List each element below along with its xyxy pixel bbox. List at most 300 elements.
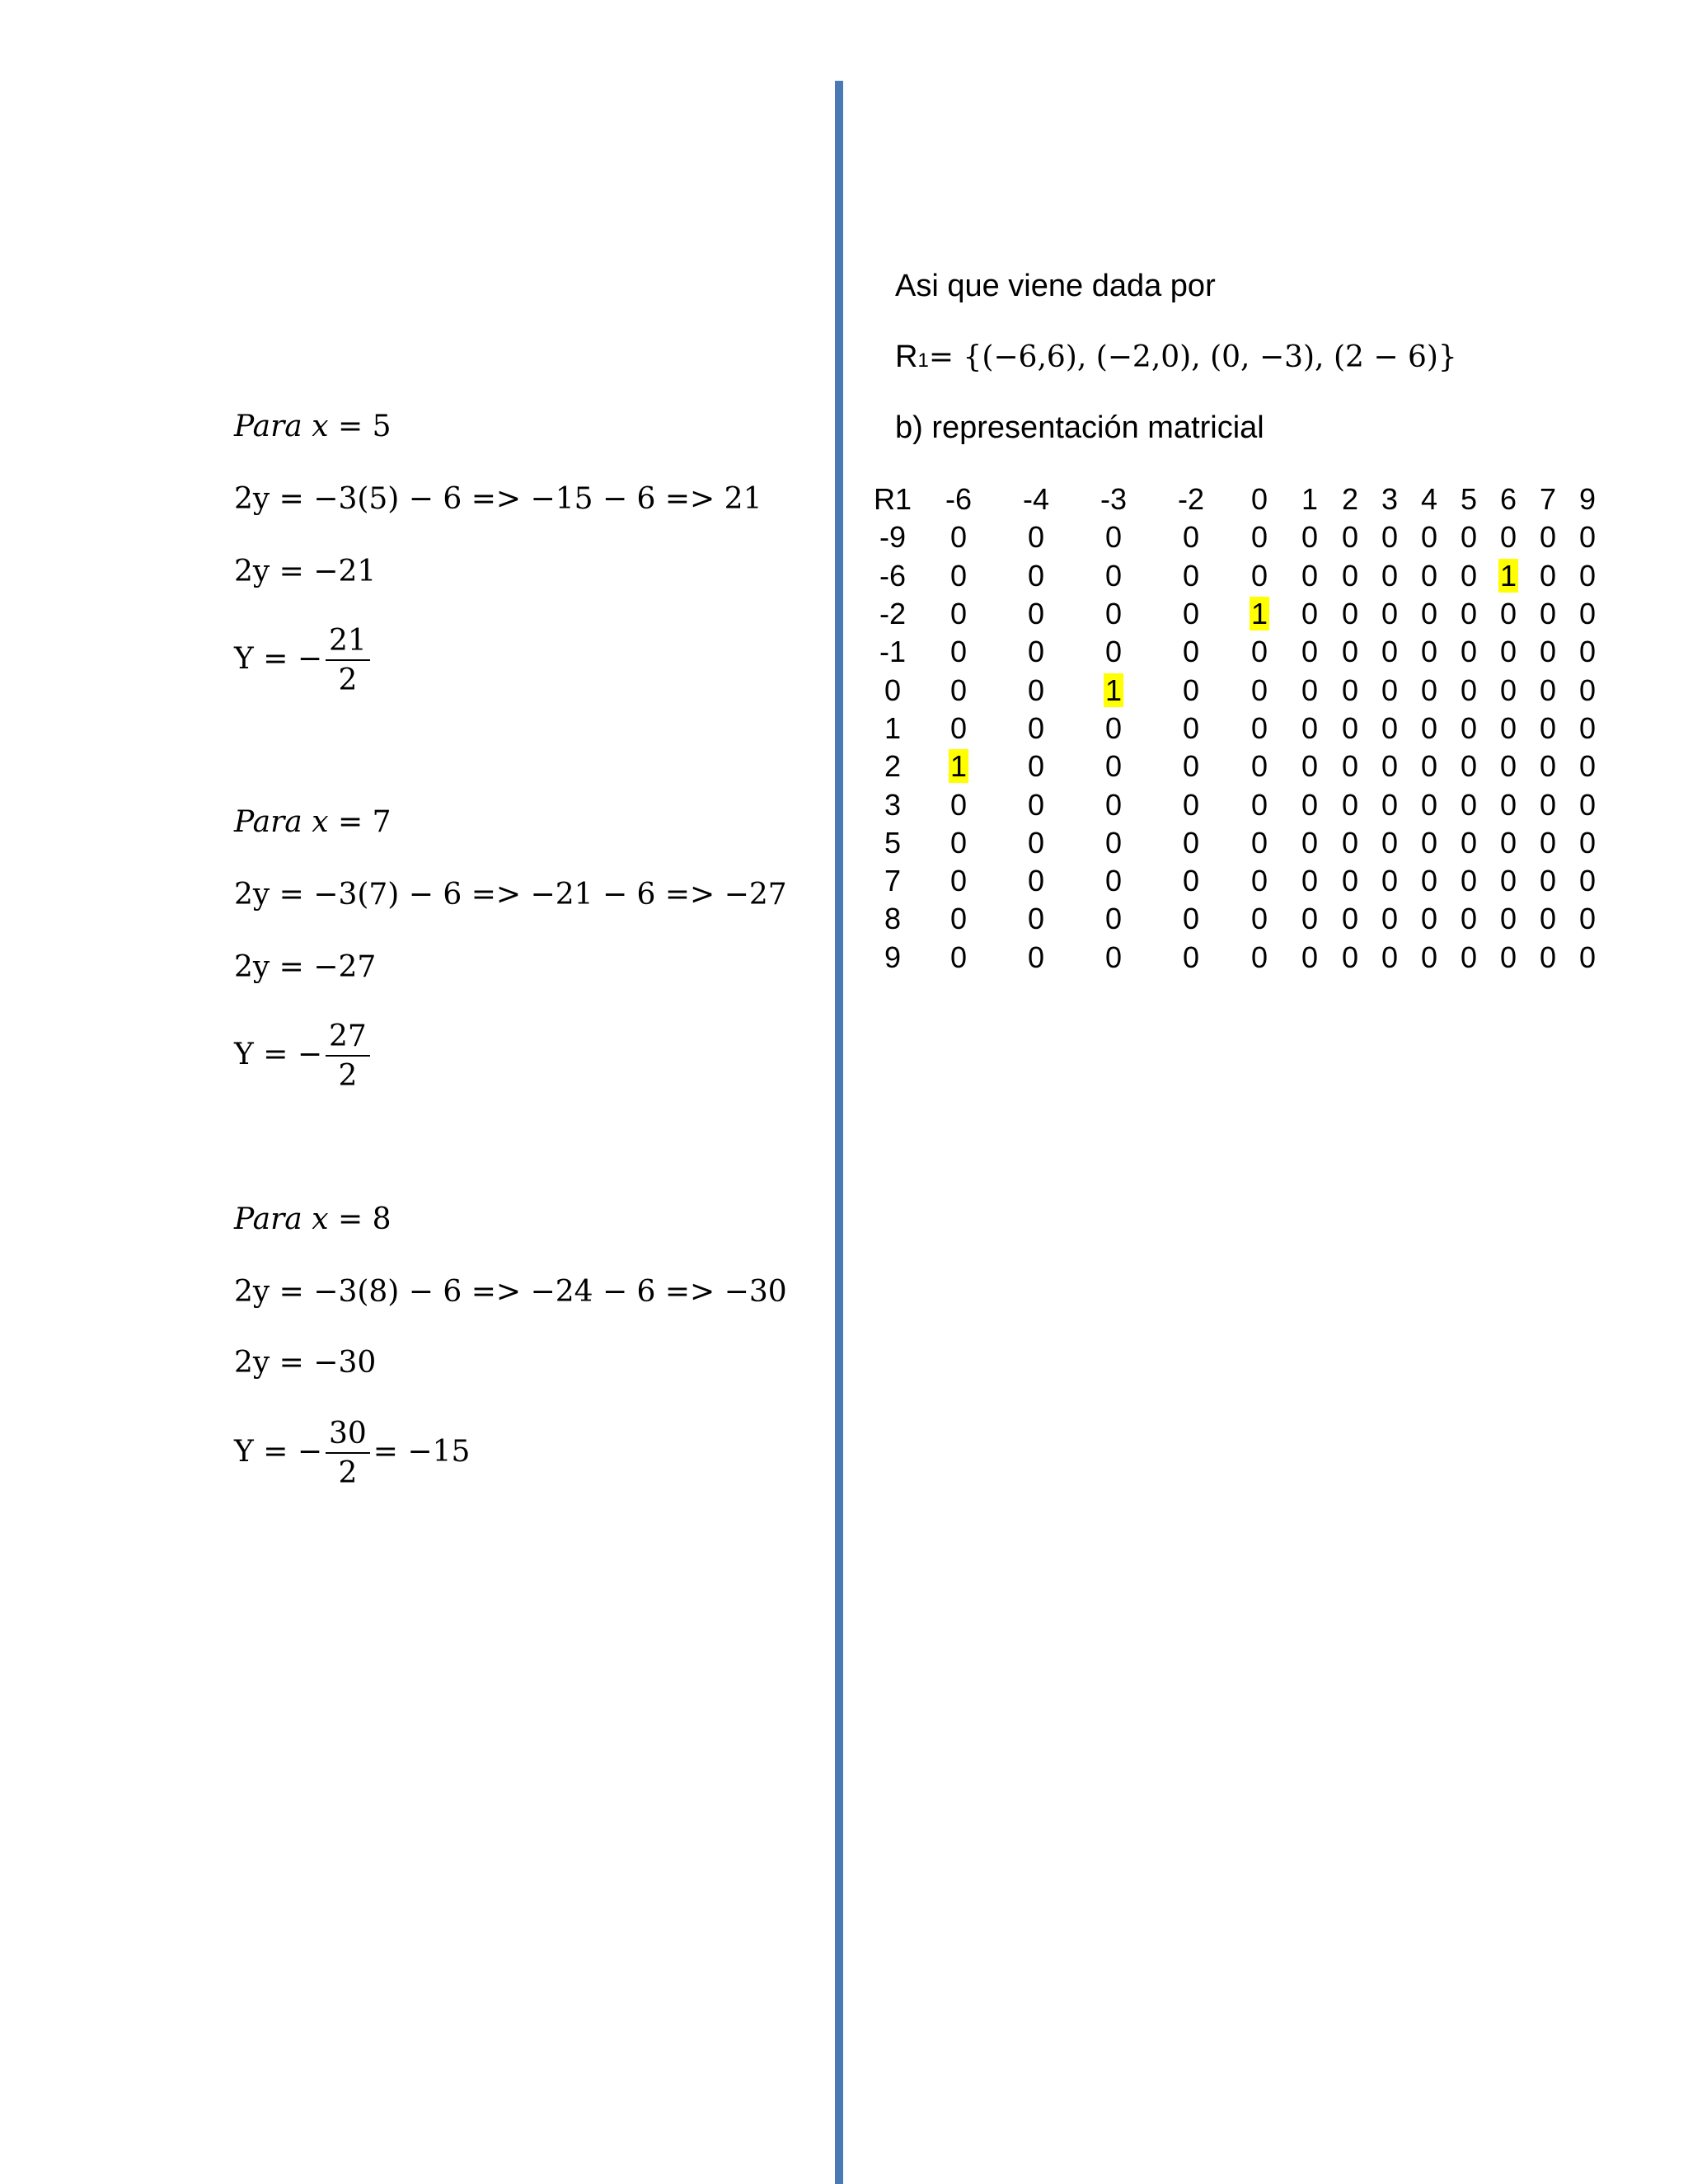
matrix-cell xyxy=(1330,557,1370,595)
fraction xyxy=(326,1019,370,1093)
matrix-cell xyxy=(1152,518,1230,556)
matrix-cell-value: 0 xyxy=(1301,673,1319,707)
matrix-cell-value: 0 xyxy=(1182,864,1200,898)
matrix-cell-value: 0 xyxy=(1539,940,1557,974)
matrix-cell-value: 0 xyxy=(1301,749,1319,784)
matrix-cell xyxy=(920,900,997,938)
block-2-header: Para x = 7 xyxy=(234,805,392,839)
matrix-cell xyxy=(1568,824,1607,862)
matrix-cell-value: 0 xyxy=(1381,520,1399,555)
matrix-body xyxy=(865,518,1607,977)
matrix-cell xyxy=(1075,824,1152,862)
matrix-cell-value: 0 xyxy=(1578,635,1597,669)
block-1-header: Para x = 5 xyxy=(234,410,392,443)
matrix-cell xyxy=(1330,862,1370,900)
relation-definition xyxy=(895,340,1457,375)
matrix-cell-value: 0 xyxy=(1460,673,1478,707)
matrix-cell-value: 0 xyxy=(1420,864,1438,898)
matrix-cell xyxy=(1075,785,1152,823)
matrix-cell xyxy=(1330,748,1370,785)
matrix-cell-value: 0 xyxy=(1027,864,1045,898)
matrix-cell-value: 0 xyxy=(1301,520,1319,555)
matrix-cell-value: 0 xyxy=(1104,597,1123,631)
matrix-cell xyxy=(1289,939,1330,977)
matrix-cell-value: 0 xyxy=(1104,558,1123,593)
matrix-cell xyxy=(1289,633,1330,671)
matrix-cell-value: 0 xyxy=(950,635,968,669)
matrix-column-header: -6 xyxy=(945,482,972,517)
matrix-cell-value: 0 xyxy=(1341,635,1359,669)
matrix-cell-value: 0 xyxy=(1250,864,1268,898)
matrix-cell xyxy=(1075,671,1152,709)
matrix-cell xyxy=(1409,862,1449,900)
matrix-cell-value: 0 xyxy=(1539,520,1557,555)
matrix-cell xyxy=(997,900,1075,938)
matrix-cell-value: 0 xyxy=(1104,520,1123,555)
matrix-cell-value: 0 xyxy=(1250,673,1268,707)
matrix-cell xyxy=(1409,595,1449,633)
matrix-cell xyxy=(1289,710,1330,748)
matrix-cell xyxy=(1568,939,1607,977)
matrix-cell-value: 0 xyxy=(1420,635,1438,669)
matrix-cell-value: 0 xyxy=(1341,787,1359,822)
matrix-cell xyxy=(1289,518,1330,556)
matrix-cell xyxy=(1152,595,1230,633)
matrix-cell xyxy=(1528,939,1568,977)
matrix-cell xyxy=(920,748,997,785)
matrix-cell-value: 0 xyxy=(1182,749,1200,784)
matrix-cell xyxy=(1230,710,1289,748)
matrix-cell-value: 0 xyxy=(1460,749,1478,784)
matrix-row xyxy=(865,824,1607,862)
matrix-cell-value: 0 xyxy=(1420,520,1438,555)
matrix-cell-value: 0 xyxy=(1182,940,1200,974)
intro-text: Asi que viene dada por xyxy=(895,269,1216,303)
matrix-cell-value: 0 xyxy=(950,940,968,974)
matrix-row-header: 9 xyxy=(884,940,902,974)
matrix-cell-value: 0 xyxy=(1578,558,1597,593)
matrix-cell-value: 0 xyxy=(1250,520,1268,555)
matrix-cell xyxy=(1075,862,1152,900)
matrix-column-header: 9 xyxy=(1578,482,1597,517)
matrix-row-header: 3 xyxy=(884,787,902,822)
matrix-cell xyxy=(1409,710,1449,748)
section-title: b) representación matricial xyxy=(895,410,1264,445)
matrix-cell-value: 0 xyxy=(1539,558,1557,593)
matrix-cell-value: 0 xyxy=(950,710,968,745)
matrix-cell xyxy=(1230,595,1289,633)
block-1-result xyxy=(234,626,373,696)
matrix-cell xyxy=(1370,633,1409,671)
matrix-cell xyxy=(1230,557,1289,595)
matrix-cell-value: 0 xyxy=(1420,940,1438,974)
matrix-row xyxy=(865,785,1607,823)
matrix-cell-value: 0 xyxy=(950,902,968,936)
matrix-cell-value: 0 xyxy=(1420,787,1438,822)
matrix-cell xyxy=(1230,900,1289,938)
matrix-cell-value: 0 xyxy=(1381,864,1399,898)
matrix-cell xyxy=(1489,824,1528,862)
matrix-cell-value: 0 xyxy=(1027,597,1045,631)
matrix-cell xyxy=(1489,939,1528,977)
matrix-cell-value: 0 xyxy=(1250,710,1268,745)
matrix-cell xyxy=(1230,748,1289,785)
matrix-cell xyxy=(920,518,997,556)
matrix-cell xyxy=(920,710,997,748)
matrix-cell xyxy=(1370,595,1409,633)
matrix-cell-value: 0 xyxy=(1539,710,1557,745)
matrix-cell xyxy=(1449,748,1489,785)
matrix-cell xyxy=(1489,595,1528,633)
matrix-cell xyxy=(997,595,1075,633)
matrix-cell-value: 0 xyxy=(1381,635,1399,669)
block-1-equation-1: 2y = −3(5) − 6 => −15 − 6 => 21 xyxy=(234,482,762,516)
matrix-cell-value: 0 xyxy=(1182,710,1200,745)
matrix-cell-value: 0 xyxy=(1182,558,1200,593)
matrix-cell xyxy=(1289,862,1330,900)
matrix-cell-value: 0 xyxy=(1420,558,1438,593)
relation-set: = {(−6,6), (−2,0), (0, −3), (2 − 6)} xyxy=(928,340,1457,374)
matrix-cell-value: 0 xyxy=(1539,825,1557,860)
matrix-cell xyxy=(920,785,997,823)
matrix-cell xyxy=(997,557,1075,595)
matrix-cell-value: 0 xyxy=(1578,902,1597,936)
matrix-column-header: -4 xyxy=(1022,482,1049,517)
matrix-cell-value: 0 xyxy=(1578,673,1597,707)
matrix-cell-value: 0 xyxy=(1341,673,1359,707)
matrix-cell-value: 0 xyxy=(1499,825,1517,860)
matrix-cell xyxy=(1152,824,1230,862)
matrix-cell xyxy=(1152,671,1230,709)
matrix-cell-value: 0 xyxy=(1182,902,1200,936)
matrix-cell xyxy=(920,633,997,671)
matrix-cell xyxy=(1409,939,1449,977)
matrix-cell-value: 0 xyxy=(1250,787,1268,822)
matrix-row xyxy=(865,671,1607,709)
matrix-cell xyxy=(1370,939,1409,977)
matrix-cell xyxy=(1568,518,1607,556)
matrix-row xyxy=(865,748,1607,785)
matrix-cell-value: 0 xyxy=(1182,597,1200,631)
matrix-cell-value: 0 xyxy=(1539,635,1557,669)
matrix-row xyxy=(865,862,1607,900)
matrix-cell xyxy=(1370,824,1409,862)
matrix-cell xyxy=(920,557,997,595)
matrix-cell xyxy=(997,710,1075,748)
matrix-cell xyxy=(1568,710,1607,748)
matrix-column-header: 5 xyxy=(1460,482,1478,517)
matrix-column-header: -2 xyxy=(1177,482,1204,517)
matrix-row-header: -9 xyxy=(879,520,906,555)
matrix-column-header: -3 xyxy=(1100,482,1127,517)
block-3-result xyxy=(234,1419,470,1488)
matrix-cell-value: 0 xyxy=(950,864,968,898)
matrix-cell-value: 0 xyxy=(1578,597,1597,631)
matrix-cell-value: 0 xyxy=(1381,940,1399,974)
matrix-cell-value: 0 xyxy=(1460,597,1478,631)
matrix-cell-value: 0 xyxy=(1578,787,1597,822)
matrix-cell-value: 0 xyxy=(1499,787,1517,822)
matrix-cell xyxy=(1489,862,1528,900)
matrix-cell-value: 0 xyxy=(1499,749,1517,784)
matrix-cell-value: 0 xyxy=(1341,825,1359,860)
matrix-cell-value: 0 xyxy=(1499,635,1517,669)
matrix-cell xyxy=(1289,671,1330,709)
fraction xyxy=(326,626,370,696)
matrix-cell-value: 0 xyxy=(950,597,968,631)
matrix-cell xyxy=(997,862,1075,900)
matrix-cell xyxy=(1449,557,1489,595)
matrix-cell-value: 0 xyxy=(1539,749,1557,784)
fraction-denominator: 2 xyxy=(338,1059,358,1093)
matrix-cell-value: 0 xyxy=(1301,558,1319,593)
matrix-cell-value: 0 xyxy=(1460,520,1478,555)
matrix-cell xyxy=(1528,862,1568,900)
fraction-denominator: 2 xyxy=(338,663,358,697)
matrix-cell-value: 0 xyxy=(1578,520,1597,555)
matrix-cell-value: 0 xyxy=(950,673,968,707)
matrix-cell xyxy=(1152,900,1230,938)
fraction-denominator: 2 xyxy=(338,1456,358,1490)
matrix-cell xyxy=(1449,633,1489,671)
matrix-cell-value: 0 xyxy=(1341,749,1359,784)
matrix-cell-value: 0 xyxy=(1301,710,1319,745)
matrix-cell xyxy=(1409,633,1449,671)
matrix-cell xyxy=(1330,633,1370,671)
matrix-cell xyxy=(1528,633,1568,671)
matrix-cell-value: 0 xyxy=(1499,864,1517,898)
matrix-row-header: 7 xyxy=(884,864,902,898)
matrix-cell-value: 0 xyxy=(1104,710,1123,745)
matrix-header-row xyxy=(865,480,1607,518)
matrix-row-header: 8 xyxy=(884,902,902,936)
matrix-cell xyxy=(1449,671,1489,709)
matrix-cell-value: 0 xyxy=(1301,902,1319,936)
matrix-cell xyxy=(1449,939,1489,977)
matrix-cell-value: 0 xyxy=(1578,864,1597,898)
matrix-cell xyxy=(1528,557,1568,595)
matrix-cell-value: 0 xyxy=(1182,825,1200,860)
matrix-row-header: -6 xyxy=(879,558,906,593)
block-3-header: Para x = 8 xyxy=(234,1202,392,1236)
matrix-cell-value: 0 xyxy=(1104,749,1123,784)
matrix-cell xyxy=(1075,518,1152,556)
matrix-cell-value-highlighted: 1 xyxy=(1499,558,1517,593)
matrix-cell xyxy=(1528,671,1568,709)
matrix-cell xyxy=(1489,518,1528,556)
matrix-cell xyxy=(1409,557,1449,595)
matrix-cell xyxy=(1152,785,1230,823)
matrix-cell-value: 0 xyxy=(950,520,968,555)
matrix-row-header: 5 xyxy=(884,825,902,860)
matrix-cell xyxy=(920,824,997,862)
matrix-cell-value: 0 xyxy=(1539,864,1557,898)
fraction-numerator: 30 xyxy=(326,1419,370,1454)
matrix-cell xyxy=(1330,671,1370,709)
matrix-cell xyxy=(1370,671,1409,709)
matrix-cell xyxy=(1489,557,1528,595)
matrix-cell-value: 0 xyxy=(1341,710,1359,745)
matrix-cell xyxy=(1449,785,1489,823)
relation-subscript: 1 xyxy=(917,349,929,372)
matrix-cell xyxy=(1289,785,1330,823)
matrix-cell-value: 0 xyxy=(1420,710,1438,745)
matrix-cell xyxy=(1449,710,1489,748)
matrix-row xyxy=(865,939,1607,977)
matrix-cell xyxy=(1409,785,1449,823)
matrix-cell xyxy=(1152,862,1230,900)
matrix-cell-value: 0 xyxy=(1250,825,1268,860)
matrix-cell xyxy=(1489,900,1528,938)
matrix-cell xyxy=(1409,671,1449,709)
matrix-cell xyxy=(1230,939,1289,977)
matrix-cell-value: 0 xyxy=(1104,635,1123,669)
matrix-cell xyxy=(1330,939,1370,977)
matrix-cell-value-highlighted: 1 xyxy=(950,749,968,784)
matrix-cell-value: 0 xyxy=(1381,597,1399,631)
matrix-cell xyxy=(920,939,997,977)
matrix-cell xyxy=(1330,824,1370,862)
matrix-cell-value: 0 xyxy=(1539,673,1557,707)
matrix-cell-value: 0 xyxy=(1027,902,1045,936)
matrix-cell xyxy=(920,671,997,709)
matrix-cell xyxy=(997,824,1075,862)
matrix-cell-value: 0 xyxy=(1539,902,1557,936)
column-divider xyxy=(835,81,843,2184)
matrix-cell-value: 0 xyxy=(1381,902,1399,936)
matrix-cell xyxy=(1449,900,1489,938)
matrix-cell-value: 0 xyxy=(1499,520,1517,555)
matrix-cell xyxy=(1075,710,1152,748)
matrix-cell xyxy=(1152,633,1230,671)
matrix-row xyxy=(865,595,1607,633)
matrix-cell-value: 0 xyxy=(1499,902,1517,936)
matrix-cell-value: 0 xyxy=(1341,864,1359,898)
matrix-cell xyxy=(1370,900,1409,938)
matrix-cell-value: 0 xyxy=(1027,825,1045,860)
matrix-column-header: 0 xyxy=(1250,482,1268,517)
matrix-cell-value: 0 xyxy=(1182,520,1200,555)
matrix-cell xyxy=(997,633,1075,671)
matrix-cell-value: 0 xyxy=(1460,558,1478,593)
matrix-cell-value: 0 xyxy=(1499,673,1517,707)
matrix-cell-value: 0 xyxy=(950,825,968,860)
relation-matrix xyxy=(865,480,1607,977)
matrix-cell-value: 0 xyxy=(1460,940,1478,974)
matrix-cell-value: 0 xyxy=(1301,940,1319,974)
matrix-cell-value: 0 xyxy=(1250,749,1268,784)
matrix-cell-value: 0 xyxy=(1250,558,1268,593)
matrix-cell-value: 0 xyxy=(1027,749,1045,784)
fraction-numerator: 21 xyxy=(326,626,370,661)
block-3-equation-1: 2y = −3(8) − 6 => −24 − 6 => −30 xyxy=(234,1275,787,1309)
matrix-cell xyxy=(1528,710,1568,748)
matrix-row xyxy=(865,557,1607,595)
matrix-column-header: 6 xyxy=(1499,482,1517,517)
block-2-equation-1: 2y = −3(7) − 6 => −21 − 6 => −27 xyxy=(234,878,787,912)
matrix-cell-value: 0 xyxy=(1104,902,1123,936)
matrix-cell xyxy=(1370,785,1409,823)
matrix-cell xyxy=(1075,557,1152,595)
matrix-cell-value: 0 xyxy=(1250,902,1268,936)
matrix-cell xyxy=(1449,518,1489,556)
matrix-row-header: -1 xyxy=(879,635,906,669)
matrix-cell-value: 0 xyxy=(1499,710,1517,745)
matrix-cell-value: 0 xyxy=(950,787,968,822)
matrix-cell-value: 0 xyxy=(1460,825,1478,860)
matrix-cell-value-highlighted: 1 xyxy=(1250,597,1268,631)
block-2-equation-2: 2y = −27 xyxy=(234,950,377,984)
matrix-cell xyxy=(1152,710,1230,748)
matrix-cell xyxy=(1289,748,1330,785)
matrix-cell-value: 0 xyxy=(1182,673,1200,707)
matrix-cell-value: 0 xyxy=(1182,787,1200,822)
fraction-numerator: 27 xyxy=(326,1022,370,1057)
matrix-cell xyxy=(1230,633,1289,671)
matrix-row-header: 1 xyxy=(884,710,902,745)
matrix-cell xyxy=(1075,900,1152,938)
matrix-cell-value: 0 xyxy=(1104,940,1123,974)
relation-label: R xyxy=(895,340,918,374)
matrix-row-header: -2 xyxy=(879,597,906,631)
matrix-column-header: 4 xyxy=(1420,482,1438,517)
matrix-cell-value: 0 xyxy=(1539,597,1557,631)
block-1-equation-2: 2y = −21 xyxy=(234,555,377,588)
matrix-cell xyxy=(997,748,1075,785)
matrix-cell xyxy=(1289,595,1330,633)
matrix-cell xyxy=(1449,824,1489,862)
matrix-cell-value: 0 xyxy=(1578,940,1597,974)
matrix-cell-value: 0 xyxy=(1341,940,1359,974)
matrix-cell-value: 0 xyxy=(1341,520,1359,555)
matrix-row xyxy=(865,900,1607,938)
matrix-cell xyxy=(997,518,1075,556)
matrix-cell xyxy=(1330,900,1370,938)
matrix-cell-value: 0 xyxy=(1104,825,1123,860)
block-2-result xyxy=(234,1019,373,1093)
matrix-cell xyxy=(1528,824,1568,862)
matrix-cell xyxy=(1528,595,1568,633)
matrix-corner-label: R1 xyxy=(873,482,912,517)
matrix-cell xyxy=(1489,633,1528,671)
matrix-cell-value: 0 xyxy=(1341,597,1359,631)
result-lhs: Y = − xyxy=(234,642,322,676)
matrix-cell xyxy=(1370,518,1409,556)
matrix-cell xyxy=(1568,900,1607,938)
matrix-cell xyxy=(1075,595,1152,633)
matrix-cell xyxy=(1528,518,1568,556)
matrix-cell-value: 0 xyxy=(1539,787,1557,822)
matrix-column-header: 3 xyxy=(1381,482,1399,517)
result-lhs: Y = − xyxy=(234,1435,322,1469)
matrix-cell xyxy=(1330,518,1370,556)
matrix-cell-value: 0 xyxy=(1460,902,1478,936)
matrix-cell-value: 0 xyxy=(1027,520,1045,555)
matrix-cell-value: 0 xyxy=(1460,864,1478,898)
matrix-cell xyxy=(1152,748,1230,785)
matrix-cell-value: 0 xyxy=(1301,597,1319,631)
matrix-cell-value: 0 xyxy=(1182,635,1200,669)
matrix-cell-value-highlighted: 1 xyxy=(1104,673,1123,707)
matrix-cell xyxy=(1528,748,1568,785)
matrix-cell-value: 0 xyxy=(1250,940,1268,974)
matrix-cell xyxy=(1409,824,1449,862)
matrix-cell xyxy=(1409,518,1449,556)
matrix-cell-value: 0 xyxy=(1027,673,1045,707)
matrix-cell xyxy=(1568,862,1607,900)
fraction xyxy=(326,1419,370,1488)
matrix-cell-value: 0 xyxy=(1027,710,1045,745)
